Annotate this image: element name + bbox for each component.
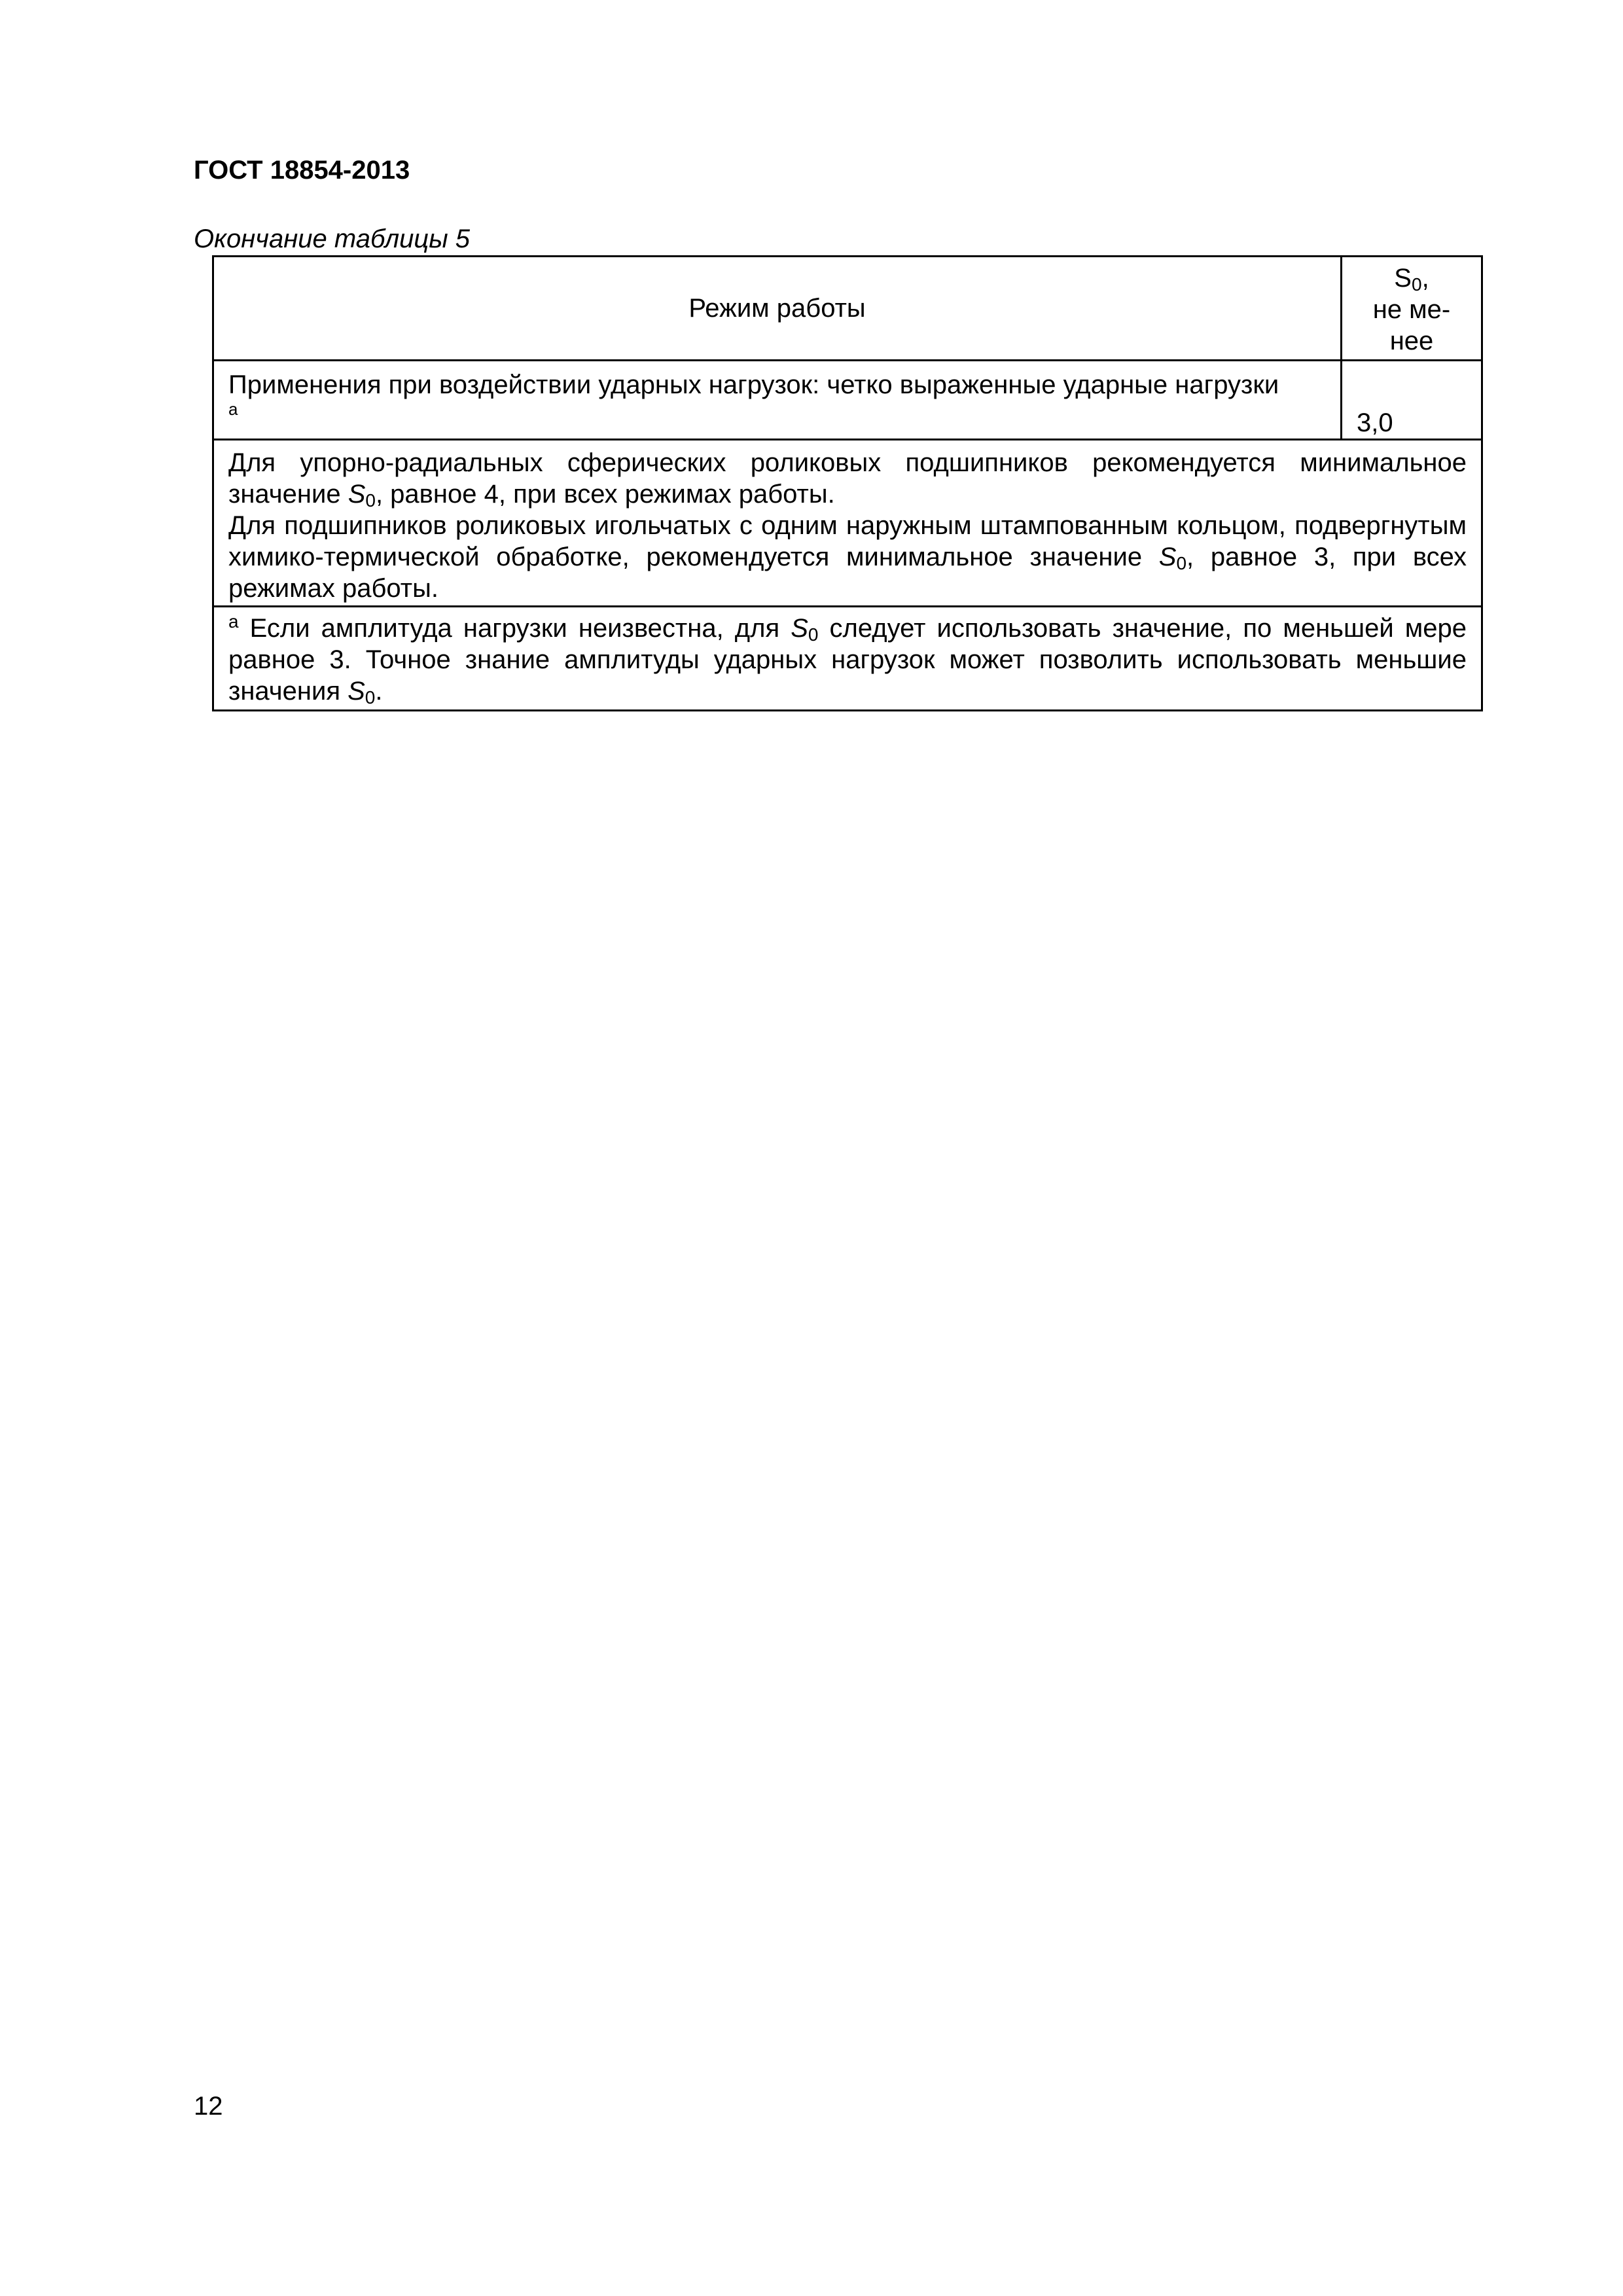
note-paragraph-1 xyxy=(228,447,1467,510)
impact-value-cell: 3,0 xyxy=(1342,361,1482,440)
note-2-symbol: S xyxy=(1158,543,1177,571)
table-header-row xyxy=(213,257,1482,361)
note-1-symbol: S xyxy=(348,480,366,509)
footnote-symbol-2: S xyxy=(348,677,365,706)
footnote-symbol-1: S xyxy=(791,614,808,643)
footnote-text-a: Если амплитуда нагрузки неизвестна, для xyxy=(238,614,791,643)
s0-comma: , xyxy=(1421,264,1429,293)
table-caption: Окончание таблицы 5 xyxy=(194,224,471,253)
s0-line2: не ме- xyxy=(1372,295,1451,324)
note-2-text-b: , равное 3, при всех режимах работы. xyxy=(228,543,1467,603)
footnote-subscript-2: 0 xyxy=(365,687,376,708)
note-1-text-a: Для упорно-радиальных сферических роликовых подшипников рекомендуется минимальное значение xyxy=(228,448,1467,509)
s0-subscript: 0 xyxy=(1411,274,1422,295)
impact-mode-text: Применения при воздействии ударных нагрузок: четко выраженные ударные нагрузки xyxy=(228,370,1279,399)
note-1-text-b: , равное 4, при всех режимах работы. xyxy=(375,480,835,509)
table-note-cell xyxy=(213,440,1482,607)
page-number: 12 xyxy=(194,2092,223,2121)
footnote-paragraph xyxy=(228,613,1467,707)
document-code: ГОСТ 18854-2013 xyxy=(194,156,410,185)
table-row xyxy=(213,361,1482,440)
note-1-subscript: 0 xyxy=(365,490,376,511)
impact-footnote-mark: а xyxy=(228,399,238,419)
header-cell-s0 xyxy=(1342,257,1482,361)
footnote-subscript-1: 0 xyxy=(808,624,819,645)
footnote-text-c: . xyxy=(375,677,383,706)
s0-symbol: S xyxy=(1394,264,1412,293)
note-paragraph-2 xyxy=(228,510,1467,604)
footnote-mark: а xyxy=(228,611,239,632)
table-footnote-cell xyxy=(213,607,1482,711)
footnote-text-b: следует использовать значение, по меньшей мере равное 3. Точное знание амплитуды ударных нагрузок может позволить использовать меньшие значения xyxy=(228,614,1467,706)
table-footnote-row xyxy=(213,607,1482,711)
table-note-row xyxy=(213,440,1482,607)
header-cell-mode: Режим работы xyxy=(213,257,1342,361)
s0-line3: нее xyxy=(1389,327,1434,355)
note-2-subscript: 0 xyxy=(1176,553,1187,573)
bearing-mode-table xyxy=(212,255,1483,711)
note-2-text-a: Для подшипников роликовых игольчатых с одним наружным штампованным кольцом, подвергнутым химико-термической обработке, рекомендуется минимальное значение xyxy=(228,511,1467,571)
impact-mode-cell xyxy=(213,361,1342,440)
